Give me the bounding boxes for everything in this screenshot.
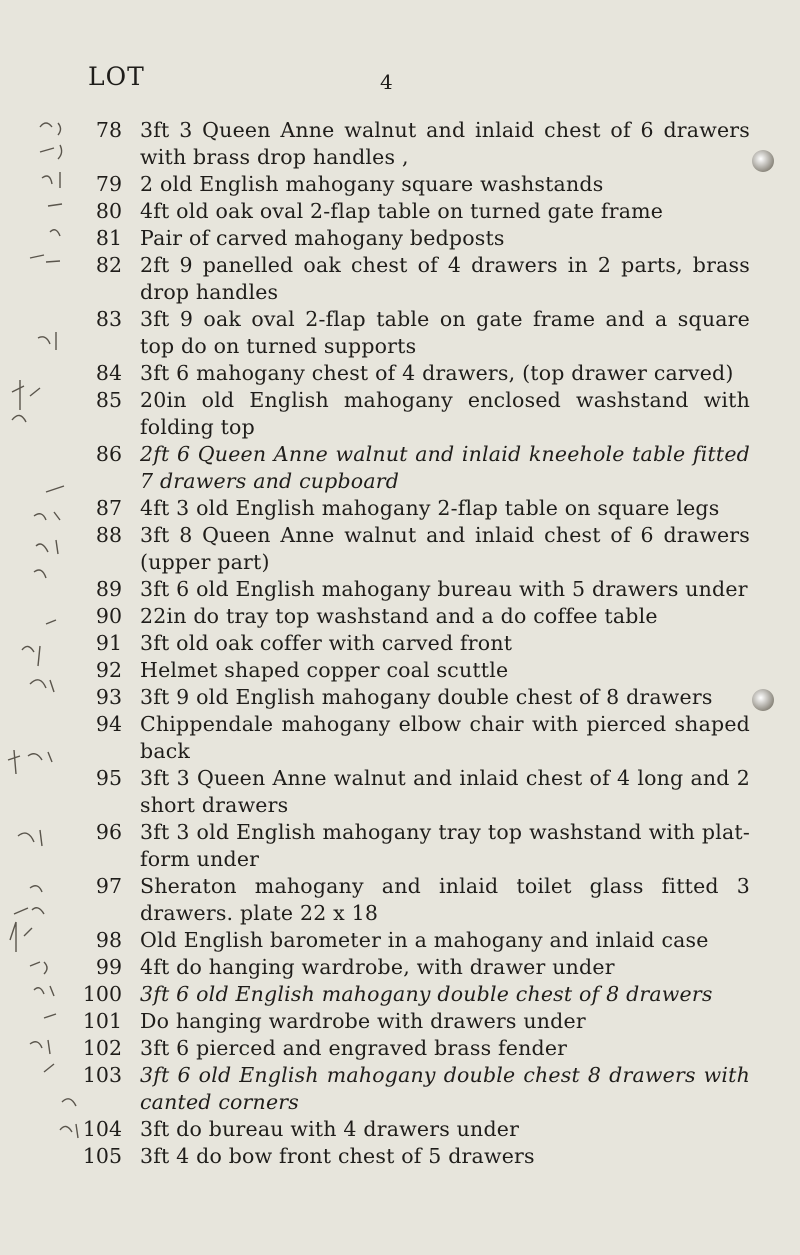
lot-description: 3ft do bureau with 4 drawers under (140, 1117, 520, 1141)
lot-description: 4ft do hanging wardrobe, with drawer under (140, 955, 615, 979)
lot-description: Helmet shaped copper coal scuttle (140, 658, 509, 682)
lot-description: 2ft 9 panelled oak chest of 4 drawers in 2 parts, brass drop handles (140, 253, 750, 304)
lot-number: 90 (95, 604, 122, 628)
lot-entry (0, 765, 800, 819)
lot-number: 92 (95, 658, 122, 682)
lot-number: 94 (95, 712, 122, 736)
lot-description: 3ft 8 Queen Anne walnut and inlaid chest of 6 drawers (upper part) (140, 523, 750, 574)
lot-number: 96 (95, 820, 122, 844)
lot-description: 3ft 3 old English mahogany tray top washstand with plat-form under (140, 820, 750, 871)
lot-number: 81 (95, 226, 122, 250)
lot-entry (0, 1035, 800, 1062)
lot-number: 93 (95, 685, 122, 709)
lot-entry (0, 684, 800, 711)
lot-number: 102 (82, 1036, 122, 1060)
lot-description: 2 old English mahogany square washstands (140, 172, 604, 196)
lot-entry (0, 360, 800, 387)
lot-entry (0, 927, 800, 954)
lot-number: 98 (95, 928, 122, 952)
lot-entry (0, 306, 800, 360)
lot-entry (0, 711, 800, 765)
lot-entry (0, 657, 800, 684)
lot-entry (0, 387, 800, 441)
lot-number: 89 (95, 577, 122, 601)
lot-description: 3ft 6 pierced and engraved brass fender (140, 1036, 568, 1060)
lot-number: 99 (95, 955, 122, 979)
lot-description: 3ft 3 Queen Anne walnut and inlaid chest of 4 long and 2 short drawers (140, 766, 750, 817)
lot-description: Do hanging wardrobe with drawers under (140, 1009, 586, 1033)
lot-entry (0, 981, 800, 1008)
lot-entry (0, 495, 800, 522)
lot-number: 105 (82, 1144, 122, 1168)
lot-entry (0, 1143, 800, 1170)
lot-entry (0, 522, 800, 576)
lot-description: Sheraton mahogany and inlaid toilet glass fitted 3 drawers. plate 22 x 18 (140, 874, 750, 925)
lot-description: 4ft 3 old English mahogany 2-flap table on square legs (140, 496, 720, 520)
lot-description: 3ft 9 oak oval 2-flap table on gate frame and a square top do on turned supports (140, 307, 750, 358)
lot-description: 4ft old oak oval 2-flap table on turned gate frame (140, 199, 664, 223)
lot-number: 104 (82, 1117, 122, 1141)
lot-entry (0, 873, 800, 927)
lot-entry (0, 954, 800, 981)
lot-description: 3ft 6 mahogany chest of 4 drawers, (top drawer carved) (140, 361, 734, 385)
lot-description: Old English barometer in a mahogany and inlaid case (140, 928, 709, 952)
lot-number: 84 (95, 361, 122, 385)
margin-marker-dot (752, 150, 774, 172)
lot-description: 2ft 6 Queen Anne walnut and inlaid kneehole table fitted 7 drawers and cupboard (140, 442, 750, 493)
lot-entry (0, 603, 800, 630)
lot-description: 3ft 9 old English mahogany double chest of 8 drawers (140, 685, 713, 709)
lot-entry (0, 1116, 800, 1143)
lot-description: 22in do tray top washstand and a do coffee table (140, 604, 658, 628)
lot-number: 91 (95, 631, 122, 655)
lot-entry (0, 171, 800, 198)
lot-entry (0, 1008, 800, 1035)
lot-list (0, 117, 800, 1170)
lot-number: 80 (95, 199, 122, 223)
lot-description: 3ft 6 old English mahogany double chest 8 drawers with canted corners (140, 1063, 750, 1114)
lot-number: 97 (95, 874, 122, 898)
lot-entry (0, 441, 800, 495)
lot-number: 79 (95, 172, 122, 196)
margin-annotations (0, 0, 100, 1255)
lot-number: 100 (82, 982, 122, 1006)
lot-number: 103 (82, 1063, 122, 1087)
lot-description: 3ft old oak coffer with carved front (140, 631, 513, 655)
lot-description: Pair of carved mahogany bedposts (140, 226, 505, 250)
lot-entry (0, 1062, 800, 1116)
lot-column-heading: LOT (88, 62, 145, 91)
lot-entry (0, 630, 800, 657)
lot-number: 87 (95, 496, 122, 520)
lot-number: 88 (95, 523, 122, 547)
lot-description: 3ft 6 old English mahogany bureau with 5 drawers under (140, 577, 748, 601)
lot-number: 83 (95, 307, 122, 331)
lot-entry (0, 117, 800, 171)
lot-description: 3ft 6 old English mahogany double chest of 8 drawers (140, 982, 713, 1006)
lot-number: 86 (95, 442, 122, 466)
lot-number: 82 (95, 253, 122, 277)
lot-entry (0, 576, 800, 603)
page-number: 4 (380, 70, 393, 94)
lot-description: Chippendale mahogany elbow chair with pierced shaped back (140, 712, 750, 763)
lot-number: 78 (95, 118, 122, 142)
lot-description: 20in old English mahogany enclosed washstand with folding top (140, 388, 750, 439)
lot-entry (0, 252, 800, 306)
lot-entry (0, 198, 800, 225)
margin-marker-dot (752, 689, 774, 711)
lot-number: 85 (95, 388, 122, 412)
lot-number: 95 (95, 766, 122, 790)
lot-description: 3ft 3 Queen Anne walnut and inlaid chest of 6 drawers with brass drop handles , (140, 118, 750, 169)
lot-entry (0, 819, 800, 873)
lot-description: 3ft 4 do bow front chest of 5 drawers (140, 1144, 535, 1168)
lot-number: 101 (82, 1009, 122, 1033)
lot-entry (0, 225, 800, 252)
